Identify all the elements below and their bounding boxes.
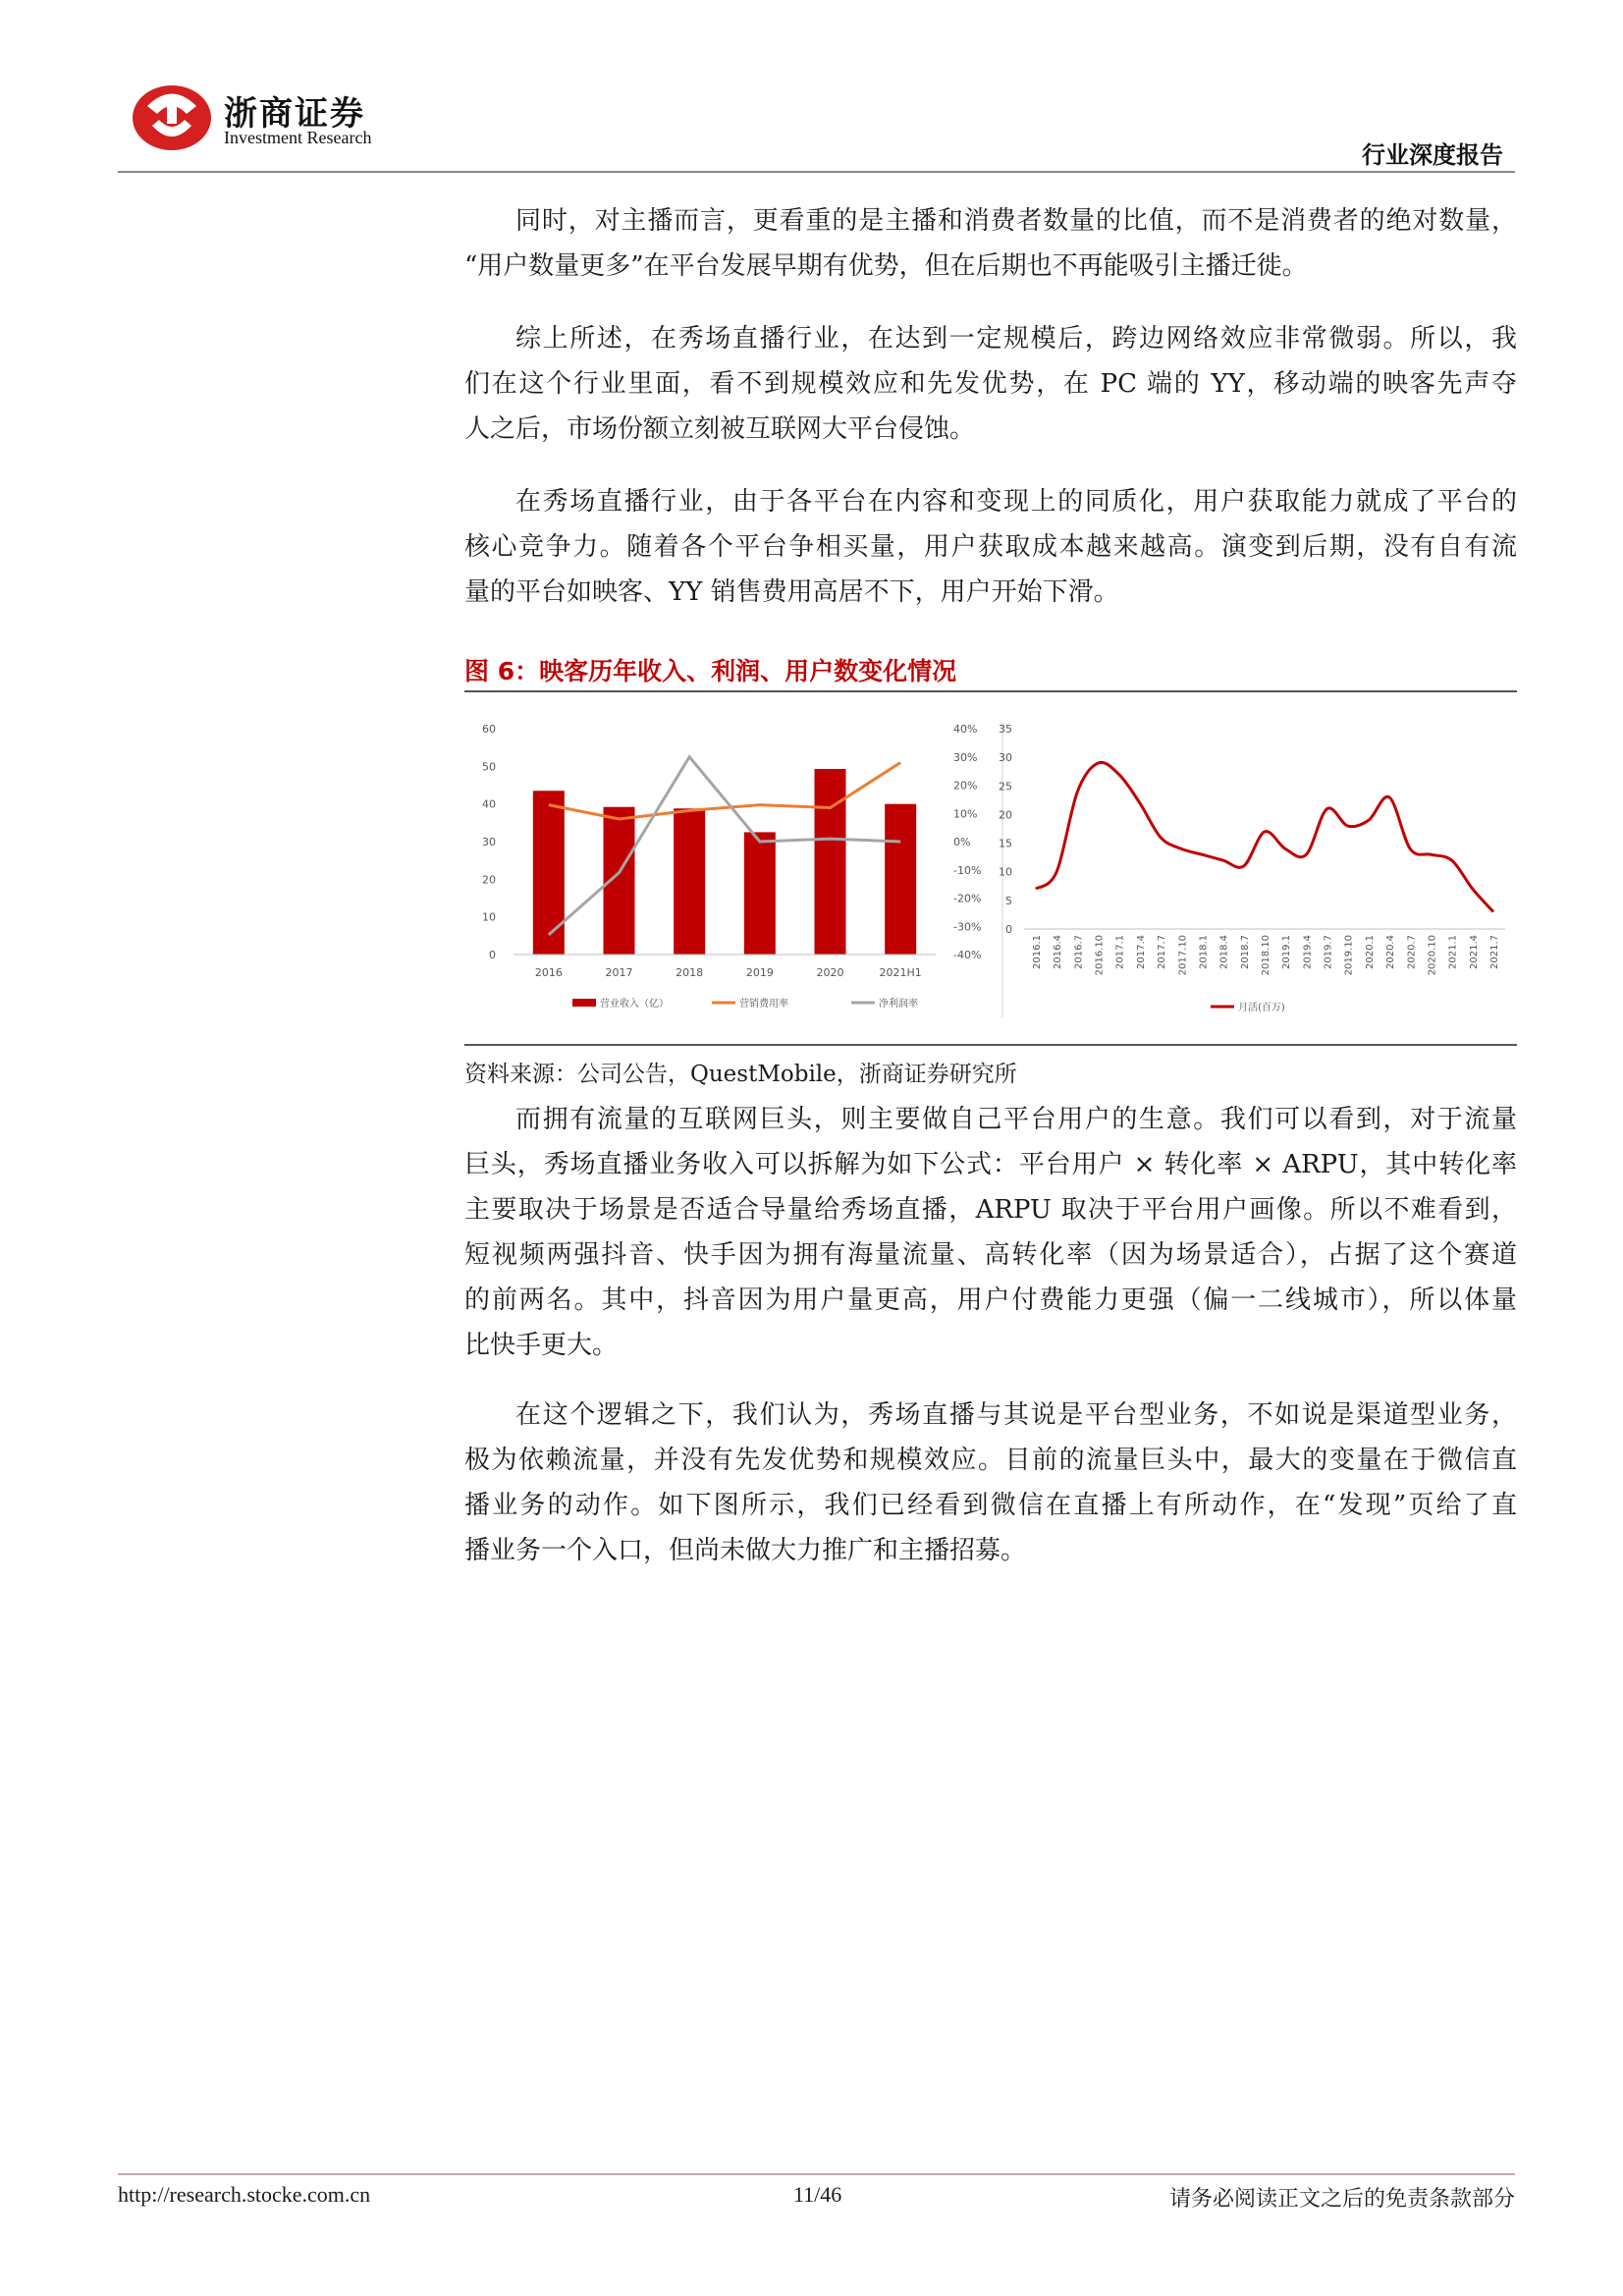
x-tick-label: 2020.4 bbox=[1385, 935, 1397, 969]
text-line: 在秀场直播行业，由于各平台在内容和变现上的同质化，用户获取能力就成了平台的 bbox=[515, 487, 1517, 517]
y-left-tick-label: 50 bbox=[482, 760, 496, 774]
y-tick-label: 10 bbox=[999, 865, 1012, 879]
x-tick-label: 2020.7 bbox=[1406, 935, 1418, 969]
y-right-tick-label: -30% bbox=[953, 920, 982, 934]
x-tick-label: 2019.1 bbox=[1281, 935, 1293, 969]
paragraph bbox=[464, 1097, 1517, 1368]
text-line: “用户数量更多”在平台发展早期有优势，但在后期也不再能吸引主播迁徙。 bbox=[464, 251, 1308, 281]
y-right-tick-label: 30% bbox=[953, 750, 978, 764]
y-right-tick-label: 40% bbox=[953, 723, 978, 736]
mau-line bbox=[1036, 762, 1493, 911]
y-left-tick-label: 60 bbox=[482, 723, 496, 736]
figure-title: 图 6：映客历年收入、利润、用户数变化情况 bbox=[464, 657, 957, 685]
x-tick-label: 2018.10 bbox=[1261, 935, 1271, 976]
x-tick-label: 2016 bbox=[534, 966, 563, 979]
text-line: 播业务一个入口，但尚未做大力推广和主播招募。 bbox=[464, 1536, 1027, 1565]
x-tick-label: 2016.4 bbox=[1053, 935, 1064, 969]
text-line: 主要取决于场景是否适合导量给秀场直播，ARPU 取决于平台用户画像。所以不难看到， bbox=[464, 1195, 1517, 1225]
x-tick-label: 2021.7 bbox=[1489, 935, 1500, 969]
x-tick-label: 2018.1 bbox=[1198, 935, 1210, 969]
revenue-bar bbox=[674, 808, 705, 955]
x-tick-label: 2021.1 bbox=[1447, 935, 1459, 969]
text-line: 而拥有流量的互联网巨头，则主要做自己平台用户的生意。我们可以看到，对于流量 bbox=[515, 1105, 1517, 1134]
y-right-tick-label: 20% bbox=[953, 779, 978, 793]
y-tick-label: 25 bbox=[999, 780, 1012, 793]
text-line: 播业务的动作。如下图所示，我们已经看到微信在直播上有所动作，在“发现”页给了直 bbox=[464, 1491, 1517, 1520]
paragraph bbox=[464, 316, 1517, 452]
y-left-tick-label: 20 bbox=[482, 873, 496, 887]
net-margin-line bbox=[549, 757, 900, 935]
y-right-tick-label: -20% bbox=[953, 892, 982, 905]
text-line: 人之后，市场份额立刻被互联网大平台侵蚀。 bbox=[464, 414, 976, 444]
revenue-bar bbox=[533, 791, 565, 955]
y-tick-label: 15 bbox=[999, 837, 1012, 850]
paragraph bbox=[464, 1393, 1517, 1573]
marketing-ratio-line bbox=[549, 763, 900, 820]
figure-bottom-rule bbox=[464, 1044, 1517, 1046]
report-type: 行业深度报告 bbox=[1362, 141, 1503, 169]
x-tick-label: 2019.10 bbox=[1343, 935, 1355, 976]
text-line: 综上所述，在秀场直播行业，在达到一定规模后，跨边网络效应非常微弱。所以，我 bbox=[515, 324, 1517, 354]
legend-label: 净利润率 bbox=[879, 999, 918, 1010]
y-right-tick-label: 0% bbox=[953, 836, 971, 848]
revenue-bar bbox=[744, 832, 776, 955]
revenue-bar bbox=[815, 769, 846, 955]
y-tick-label: 5 bbox=[1005, 894, 1012, 907]
x-tick-label: 2021H1 bbox=[879, 966, 922, 979]
y-tick-label: 35 bbox=[999, 723, 1012, 736]
footer-divider bbox=[118, 2173, 1515, 2175]
x-tick-label: 2020.1 bbox=[1364, 935, 1376, 969]
x-tick-label: 2017.1 bbox=[1114, 935, 1126, 969]
legend-label: 营业收入（亿） bbox=[600, 999, 669, 1010]
figure-source: 资料来源：公司公告，QuestMobile，浙商证券研究所 bbox=[464, 1062, 1017, 1087]
x-tick-label: 2019.4 bbox=[1302, 935, 1314, 969]
figure-top-rule bbox=[464, 690, 1517, 692]
x-tick-label: 2016.10 bbox=[1094, 935, 1106, 976]
y-left-tick-label: 30 bbox=[482, 836, 496, 848]
y-tick-label: 20 bbox=[999, 808, 1012, 822]
text-line: 们在这个行业里面，看不到规模效应和先发优势，在 PC 端的 YY，移动端的映客先声夺 bbox=[464, 369, 1517, 399]
text-line: 比快手更大。 bbox=[464, 1331, 619, 1360]
text-line: 核心竞争力。随着各个平台争相买量，用户获取成本越来越高。演变到后期，没有自有流 bbox=[464, 532, 1517, 562]
x-tick-label: 2020 bbox=[816, 966, 844, 979]
y-right-tick-label: -10% bbox=[953, 863, 982, 877]
revenue-profit-chart bbox=[482, 723, 981, 1010]
page-number: 11/46 bbox=[793, 2182, 842, 2207]
y-left-tick-label: 0 bbox=[489, 949, 496, 961]
text-line: 量的平台如映客、YY 销售费用高居不下，用户开始下滑。 bbox=[464, 577, 1119, 607]
footer-disclaimer: 请务必阅读正文之后的免责条款部分 bbox=[1168, 2187, 1515, 2212]
y-left-tick-label: 10 bbox=[482, 910, 496, 924]
legend-label: 月活(百万) bbox=[1238, 1003, 1285, 1013]
x-tick-label: 2017.10 bbox=[1177, 935, 1189, 976]
text-line: 极为依赖流量，并没有先发优势和规模效应。目前的流量巨头中，最大的变量在于微信直 bbox=[464, 1446, 1517, 1475]
revenue-bar bbox=[885, 804, 916, 955]
header-divider bbox=[118, 171, 1515, 173]
x-tick-label: 2018 bbox=[676, 966, 704, 979]
x-tick-label: 2018.4 bbox=[1218, 935, 1230, 969]
footer-url[interactable]: http://research.stocke.com.cn bbox=[118, 2182, 371, 2207]
x-tick-label: 2017.7 bbox=[1157, 935, 1168, 969]
text-line: 同时，对主播而言，更看重的是主播和消费者数量的比值，而不是消费者的绝对数量， bbox=[515, 206, 1517, 236]
x-tick-label: 2017 bbox=[605, 966, 633, 979]
x-tick-label: 2016.1 bbox=[1032, 935, 1043, 969]
x-tick-label: 2020.10 bbox=[1427, 935, 1438, 976]
legend-label: 营销费用率 bbox=[739, 999, 788, 1010]
logo-icon bbox=[128, 77, 216, 155]
mau-chart bbox=[999, 723, 1505, 1013]
text-line: 短视频两强抖音、快手因为拥有海量流量、高转化率（因为场景适合），占据了这个赛道 bbox=[464, 1240, 1517, 1270]
x-tick-label: 2021.4 bbox=[1468, 935, 1480, 969]
y-right-tick-label: -40% bbox=[953, 949, 982, 961]
brand-name: 浙商证券 bbox=[224, 94, 365, 134]
paragraph bbox=[464, 198, 1517, 289]
y-right-tick-label: 10% bbox=[953, 807, 978, 821]
x-tick-label: 2017.4 bbox=[1135, 935, 1147, 969]
x-tick-label: 2018.7 bbox=[1239, 935, 1251, 969]
text-line: 的前两名。其中，抖音因为用户量更高，用户付费能力更强（偏一二线城市），所以体量 bbox=[464, 1285, 1517, 1315]
y-left-tick-label: 40 bbox=[482, 797, 496, 811]
y-tick-label: 0 bbox=[1005, 923, 1012, 936]
x-tick-label: 2019.7 bbox=[1323, 935, 1334, 969]
text-line: 巨头，秀场直播业务收入可以拆解为如下公式：平台用户 × 转化率 × ARPU，其中转化率 bbox=[464, 1150, 1517, 1179]
y-tick-label: 30 bbox=[999, 751, 1012, 765]
legend-swatch bbox=[572, 999, 596, 1007]
paragraph bbox=[464, 479, 1517, 615]
x-tick-label: 2019 bbox=[745, 966, 774, 979]
x-tick-label: 2016.7 bbox=[1073, 935, 1085, 969]
text-line: 在这个逻辑之下，我们认为，秀场直播与其说是平台型业务，不如说是渠道型业务， bbox=[515, 1400, 1517, 1430]
brand-name-english: Investment Research bbox=[224, 128, 372, 147]
figure-charts bbox=[464, 705, 1517, 1039]
